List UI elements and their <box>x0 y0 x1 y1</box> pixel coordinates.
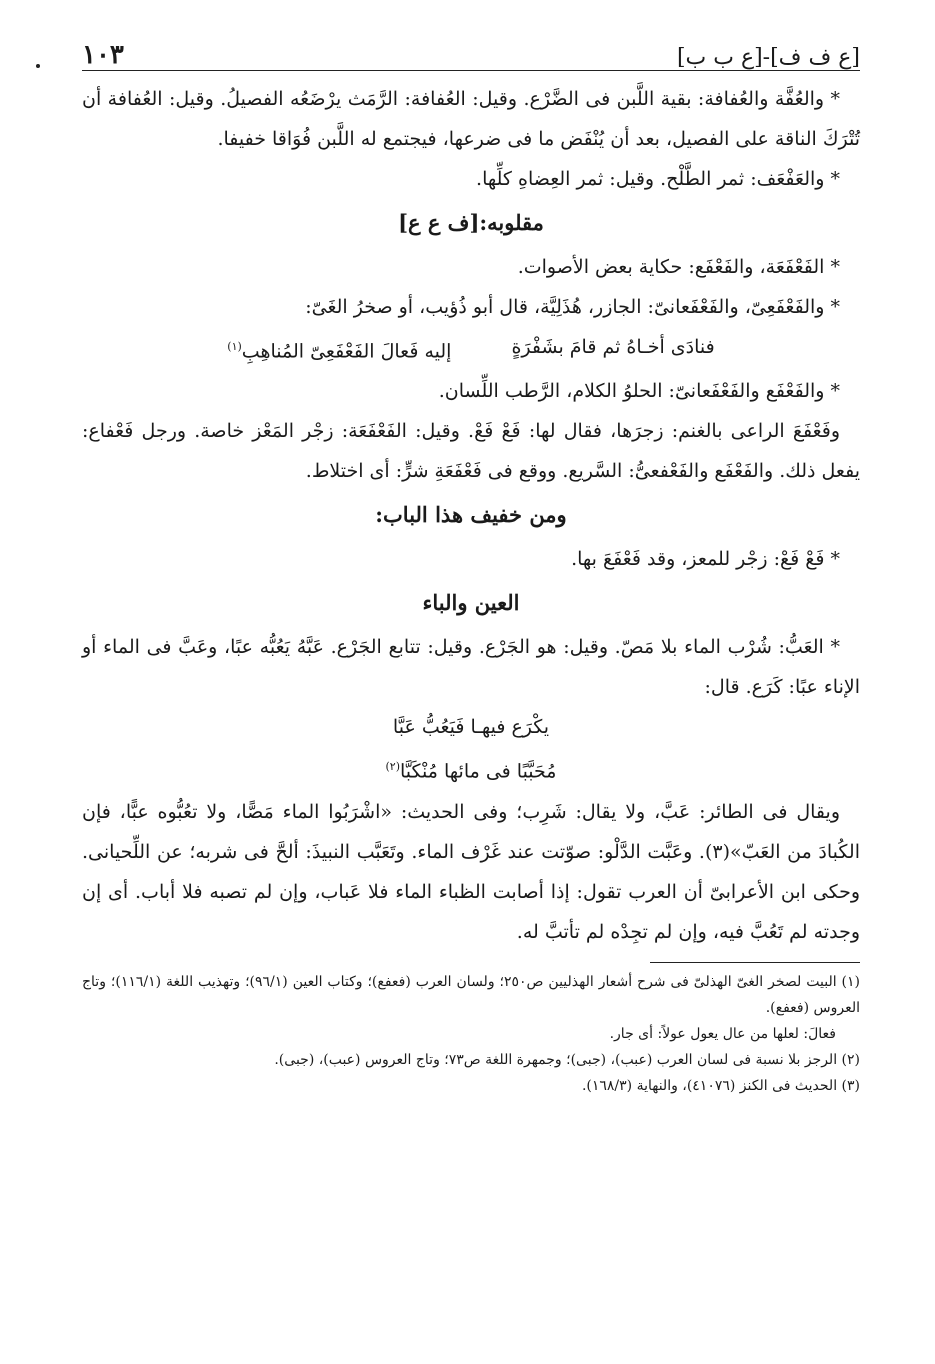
footnotes <box>82 969 860 1099</box>
section-heading-3: العين والباء <box>422 590 520 616</box>
page-header <box>82 30 860 71</box>
page-number: ١٠٣ <box>82 40 124 70</box>
paragraph-4: * والفَعْفَعِىّ، والفَعْفَعانىّ: الجازر، هُذَلِيَّة، قال أبو ذُؤيب، أو صخرُ الغَىّ: <box>305 296 840 318</box>
paragraph-2: * والعَفْعَف: ثمر الطَّلْح. وقيل: ثمر العِضاهِ كلِّها. <box>476 168 840 190</box>
verse-1-hemistich-b-text: إليه فَعالَ الفَعْفَعِىّ المُناهِبِ <box>241 340 452 363</box>
footnote-divider <box>650 962 860 963</box>
footnote-2: (٢) الرجز بلا نسبة فى لسان العرب (عبب)، (جبى)؛ وجمهرة اللغة ص٧٣؛ وتاج العروس (عبب)، (جبى). <box>274 1051 860 1068</box>
footnote-3: (٣) الحديث فى الكنز (٤١٠٧٦)، والنهاية (١٦٨/٣). <box>581 1077 860 1094</box>
verse-2-line-b <box>82 747 860 791</box>
verse-2-line-b-text: مُحَبَّبًا فى مائها مُنْكَبَّا <box>400 760 557 783</box>
verse-1-hemistich-b <box>227 327 451 371</box>
paragraph-3: * الفَعْفَعَة، والفَعْفَع: حكاية بعض الأصوات. <box>517 256 840 278</box>
footnote-ref-2: (٢) <box>385 760 401 774</box>
verse-1-hemistich-a: فنادَى أخـاهُ ثم قامَ بشَفْرَةٍ <box>511 336 715 358</box>
paragraph-8: * العَبُّ: شُرْب الماء بلا مَصّ. وقيل: هو الجَرْع. وقيل: تتابع الجَرْع. عَبَّهُ يَعُبُّه عبًا، وعَبَّ فى الماء أو الإناء عبًا: كَرَع. قال: <box>82 636 860 699</box>
section-heading-1: مقلوبه:[ف ع ع] <box>398 210 544 235</box>
footnote-1: (١) البيت لصخر الغىّ الهذلىّ فى شرح أشعار الهذليين ص٢٥٠؛ ولسان العرب (فعفع)؛ وكتاب العين (٩٦/١)؛ وتهذيب اللغة (١١٦/١)؛ وتاج العروس (فعفع). <box>82 973 861 1016</box>
page-body <box>82 79 860 952</box>
paragraph-6: وفَعْفَعَ الراعى بالغنم: زجرَها، فقال لها: فَعْ فَعْ. وقيل: الفَعْفَعَة: زجْر المَعْز خاصة. ورجل فَعْفاع: يفعل ذلك. والفَعْفَع والفَعْفعىُّ: السَّريع. ووقع فى فَعْفَعَةِ شرٍّ: أى اختلاط. <box>82 420 860 483</box>
running-title: [ع ف ف]-[ع ب ب] <box>676 45 860 70</box>
paragraph-5: * والفَعْفَع والفَعْفَعانىّ: الحلوُ الكلام، الرَّطب اللِّسان. <box>438 380 840 403</box>
book-page <box>82 30 860 1099</box>
footnote-1-note: فعالَ: لعلها من عال يعول عولاً: أى جار. <box>609 1025 836 1042</box>
margin-dot <box>36 64 40 68</box>
paragraph-1: * والعُفَّة والعُفافة: بقية اللَّبن فى الضَّرْع. وقيل: العُفافة: الرَّمَث يرْضَعُه الفصيلُ. وقيل: العُفافة أن تُتْرَكَ الناقة على الفصيل، بعد أن يُنْفَض ما فى ضرعها، فيجتمع له اللَّبن فُوَاقا خفيفا. <box>82 88 860 150</box>
paragraph-9: ويقال فى الطائر: عَبَّ، ولا يقال: شَرِب؛ وفى الحديث: «اشْرَبُوا الماء مَصًّا، ولا تعُبُّوه عبًّا، فإن الكُبادَ من العَبّ»(٣). وعَبَّت الدَّلْو: صوّتت عند غَرْف الماء. وتَعَبَّب النبيذَ: ألحَّ فى شربه؛ عن اللِّحيانى. وحكى ابن الأعرابىّ أن العرب تقول: إذا أصابت الظباء الماء فلا عَباب، وإن لم تصبه فلا أباب. أى إن وجدته لم تَعُبَّ فيه، وإن لم تجِدْه لم تأتبَّ له. <box>82 800 860 943</box>
footnote-ref-1: (١) <box>227 340 242 353</box>
verse-2-line-a: يكْرَع فيهـا فَيَعُبُّ عَبَّا <box>392 716 550 739</box>
verse-1 <box>82 327 860 371</box>
paragraph-7: * فَعْ فَعْ: زجْر للمعز، وقد فَعْفَعَ بها. <box>571 548 840 571</box>
section-heading-2: ومن خفيف هذا الباب: <box>375 502 567 528</box>
